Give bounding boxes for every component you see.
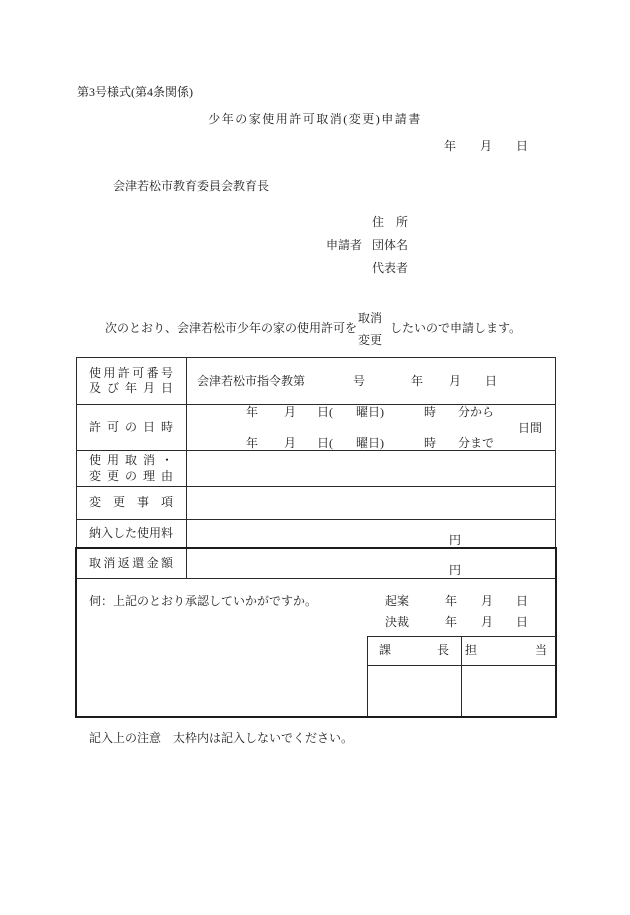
start-month-unit: 月 <box>284 405 297 419</box>
approval-inquiry-text: 伺：上記のとおり承認していかがですか。 <box>89 594 318 608</box>
start-minute-unit: 分から <box>458 405 495 419</box>
start-day-unit: 日( <box>317 405 333 419</box>
application-table <box>76 357 606 718</box>
reason-field <box>187 451 556 486</box>
approval-stamp-table <box>367 636 606 716</box>
permit-day-unit: 日 <box>485 374 498 388</box>
request-sentence-prefix: 次のとおり、会津若松市少年の家の使用許可を <box>105 321 358 335</box>
stamp-box-section-chief <box>368 665 461 716</box>
form-title: 少年の家使用許可取消(変更)申請書 <box>208 112 422 126</box>
stamp-header-section-chief <box>368 637 496 665</box>
changes-field <box>187 487 556 519</box>
reason-label-line1: 使用取消・ <box>89 453 180 467</box>
row-reason <box>76 451 556 486</box>
changes-label: 変更事項 <box>89 495 186 509</box>
permit-year-unit: 年 <box>411 374 424 388</box>
request-sentence-suffix: したいので申請します。 <box>390 321 522 335</box>
fee-paid-yen-unit: 円 <box>449 533 462 547</box>
decided-label: 決裁 <box>385 615 410 629</box>
stamp-header-staff <box>461 637 606 665</box>
permit-period-label: 許可の日時 <box>89 420 180 434</box>
refund-field <box>187 549 556 578</box>
row-changes <box>76 487 556 519</box>
permit-month-unit: 月 <box>449 374 462 388</box>
fee-paid-label-cell <box>76 520 186 548</box>
approval-area <box>76 579 606 715</box>
end-year-unit: 年 <box>246 436 259 450</box>
request-option-change: 変更 <box>358 333 383 347</box>
permit-period-field <box>187 405 556 450</box>
drafted-label: 起案 <box>385 594 410 608</box>
drafted-month-unit: 月 <box>481 594 494 608</box>
permit-number-unit: 号 <box>353 374 366 388</box>
row-refund <box>76 549 556 578</box>
start-weekday-unit: 曜日) <box>356 405 384 419</box>
applicant-address-label: 住 所 <box>372 215 409 229</box>
permit-number-prefix: 会津若松市指令教第 <box>197 374 306 388</box>
stamp-box-staff <box>461 665 556 716</box>
end-minute-unit: 分まで <box>458 436 495 450</box>
row-fee-paid <box>76 520 556 548</box>
permit-period-label-cell <box>76 405 186 450</box>
entry-note: 記入上の注意 太枠内は記入しないでください。 <box>89 731 354 745</box>
row-permit-number <box>76 358 556 404</box>
applicant-organization-label: 団体名 <box>372 238 409 252</box>
applicant-representative-label: 代表者 <box>372 261 409 275</box>
reason-label-line2: 変更の理由 <box>89 469 180 483</box>
decided-day-unit: 日 <box>516 615 529 629</box>
application-date: 年 月 日 <box>444 139 529 153</box>
permit-number-label-cell <box>76 358 186 404</box>
staff-label: 担当 <box>465 643 606 657</box>
end-day-unit: 日( <box>317 436 333 450</box>
reason-label-cell <box>76 451 186 486</box>
start-year-unit: 年 <box>246 405 259 419</box>
decided-month-unit: 月 <box>481 615 494 629</box>
start-hour-unit: 時 <box>424 405 437 419</box>
refund-label-cell <box>76 549 186 578</box>
fee-paid-label: 納入した使用料 <box>89 526 174 540</box>
drafted-year-unit: 年 <box>445 594 458 608</box>
form-number: 第3号様式(第4条関係) <box>77 85 193 99</box>
refund-yen-unit: 円 <box>449 563 462 577</box>
decided-year-unit: 年 <box>445 615 458 629</box>
end-hour-unit: 時 <box>424 436 437 450</box>
refund-label: 取消返還金額 <box>89 556 176 570</box>
request-option-cancel: 取消 <box>358 311 383 325</box>
end-weekday-unit: 曜日) <box>356 436 384 450</box>
changes-label-cell <box>76 487 186 519</box>
fee-paid-field <box>187 520 556 548</box>
section-chief-label: 課長 <box>379 643 496 657</box>
duration-days-unit: 日間 <box>518 421 543 435</box>
addressee: 会津若松市教育委員会教育長 <box>113 179 270 193</box>
drafted-day-unit: 日 <box>516 594 529 608</box>
row-permit-period <box>76 405 556 450</box>
permit-number-label-line1: 使用許可番号 <box>89 366 176 380</box>
end-month-unit: 月 <box>284 436 297 450</box>
permit-number-field <box>187 358 556 404</box>
applicant-label: 申請者 <box>326 238 363 252</box>
permit-number-label-line2: 及び年月日 <box>89 381 180 395</box>
